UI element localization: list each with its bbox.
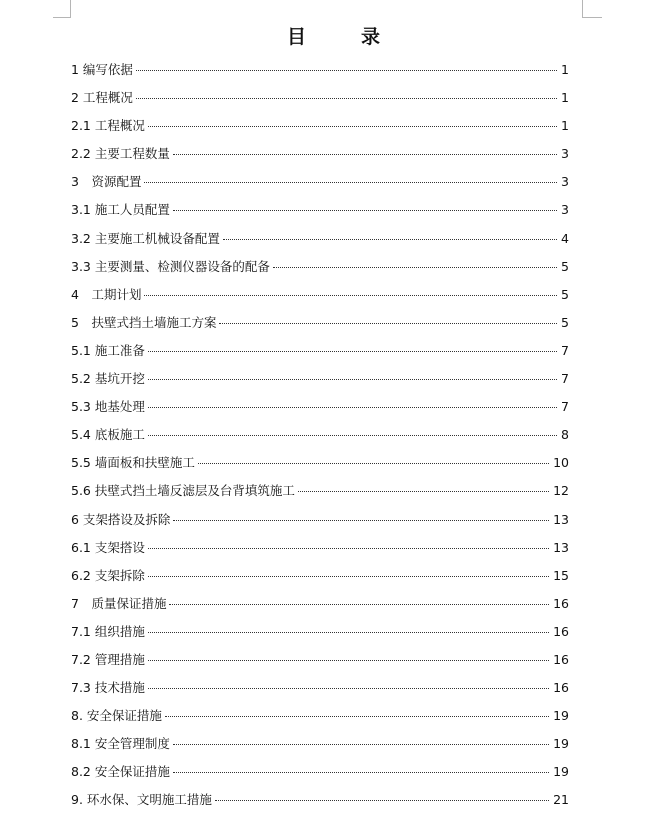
toc-entry-text: 5.5 墙面板和扶壁施工 [71, 455, 195, 471]
toc-entry-text: 9. 环水保、文明施工措施 [71, 792, 212, 808]
toc-page-number: 16 [553, 623, 569, 639]
toc-dot-leader [223, 239, 557, 240]
toc-dot-leader [173, 210, 557, 211]
toc-page-number: 5 [561, 314, 569, 330]
toc-entry-text: 5.2 基坑开挖 [71, 371, 145, 387]
toc-page-number: 7 [561, 371, 569, 387]
toc-page-number: 1 [561, 62, 569, 77]
toc-entry[interactable] [71, 449, 569, 477]
toc-entry-text: 7.3 技术措施 [71, 680, 145, 696]
toc-page-number: 5 [561, 258, 569, 274]
toc-dot-leader [173, 744, 549, 745]
toc-entry[interactable] [71, 618, 569, 646]
toc-entry-text: 7.2 管理措施 [71, 651, 145, 667]
toc-entry[interactable] [71, 225, 569, 253]
toc-entry[interactable] [71, 590, 569, 618]
toc-page-number: 13 [553, 511, 569, 527]
toc-dot-leader [148, 632, 549, 633]
toc-entry-text: 6.1 支架搭设 [71, 539, 145, 555]
toc-dot-leader [173, 154, 557, 155]
toc-entry[interactable] [71, 758, 569, 786]
toc-dot-leader [169, 604, 549, 605]
table-of-contents [71, 56, 569, 815]
toc-entry-text: 5.4 底板施工 [71, 427, 145, 443]
crop-mark-top-right-horizontal [582, 17, 602, 18]
toc-entry[interactable] [71, 477, 569, 505]
toc-entry[interactable] [71, 112, 569, 140]
toc-entry[interactable] [71, 56, 569, 84]
toc-entry[interactable] [71, 168, 569, 196]
toc-page-number: 12 [553, 483, 569, 499]
toc-dot-leader [298, 491, 549, 492]
toc-page-number: 19 [553, 764, 569, 780]
toc-entry[interactable] [71, 196, 569, 224]
toc-entry-text: 5.3 地基处理 [71, 399, 145, 415]
toc-dot-leader [173, 520, 549, 521]
toc-page-number: 16 [553, 651, 569, 667]
crop-mark-top-left-horizontal [53, 17, 71, 18]
toc-entry-text: 2.1 工程概况 [71, 118, 145, 134]
toc-entry[interactable] [71, 421, 569, 449]
toc-page-number: 16 [553, 680, 569, 696]
toc-page-number: 3 [561, 146, 569, 162]
toc-page-number: 4 [561, 230, 569, 246]
toc-dot-leader [148, 548, 549, 549]
toc-entry[interactable] [71, 309, 569, 337]
toc-dot-leader [136, 98, 557, 99]
toc-dot-leader [144, 182, 557, 183]
toc-page-number: 3 [561, 202, 569, 218]
toc-page-number: 19 [553, 708, 569, 724]
toc-entry-text: 4 工期计划 [71, 286, 142, 302]
toc-entry[interactable] [71, 393, 569, 421]
toc-page-number: 1 [561, 118, 569, 134]
toc-entry[interactable] [71, 281, 569, 309]
toc-entry-text: 1 编写依据 [71, 62, 133, 77]
toc-page-number: 21 [553, 792, 569, 808]
toc-entry[interactable] [71, 253, 569, 281]
toc-entry[interactable] [71, 140, 569, 168]
toc-dot-leader [144, 295, 557, 296]
toc-entry[interactable] [71, 337, 569, 365]
toc-entry-text: 2 工程概况 [71, 90, 133, 106]
toc-dot-leader [273, 267, 557, 268]
toc-dot-leader [148, 379, 557, 380]
toc-entry-text: 3 资源配置 [71, 174, 142, 190]
toc-dot-leader [148, 351, 557, 352]
toc-entry-text: 7.1 组织措施 [71, 623, 145, 639]
toc-title: 目 录 [286, 26, 398, 48]
toc-dot-leader [215, 800, 549, 801]
toc-page-number: 3 [561, 174, 569, 190]
toc-entry-text: 5.1 施工准备 [71, 342, 145, 358]
toc-entry[interactable] [71, 534, 569, 562]
toc-page-number: 7 [561, 399, 569, 415]
toc-page-number: 7 [561, 342, 569, 358]
toc-entry-text: 3.3 主要测量、检测仪器设备的配备 [71, 258, 270, 274]
toc-entry-text: 3.2 主要施工机械设备配置 [71, 230, 220, 246]
toc-dot-leader [219, 323, 557, 324]
toc-entry[interactable] [71, 506, 569, 534]
toc-page-number: 19 [553, 736, 569, 752]
toc-entry[interactable] [71, 730, 569, 758]
toc-page-number: 8 [561, 427, 569, 443]
toc-dot-leader [148, 407, 557, 408]
toc-entry[interactable] [71, 646, 569, 674]
toc-entry[interactable] [71, 84, 569, 112]
toc-page-number: 1 [561, 90, 569, 106]
toc-entry-text: 3.1 施工人员配置 [71, 202, 170, 218]
crop-mark-top-left-vertical [70, 0, 71, 17]
toc-entry-text: 5.6 扶壁式挡土墙反滤层及台背填筑施工 [71, 483, 295, 499]
toc-page-number: 5 [561, 286, 569, 302]
toc-entry[interactable] [71, 702, 569, 730]
toc-entry[interactable] [71, 562, 569, 590]
toc-page-number: 13 [553, 539, 569, 555]
toc-page-number: 10 [553, 455, 569, 471]
toc-entry-text: 8.2 安全保证措施 [71, 764, 170, 780]
toc-entry[interactable] [71, 365, 569, 393]
toc-entry-text: 5 扶壁式挡土墙施工方案 [71, 314, 217, 330]
toc-dot-leader [148, 688, 549, 689]
toc-dot-leader [148, 660, 549, 661]
toc-dot-leader [198, 463, 549, 464]
toc-page-number: 16 [553, 595, 569, 611]
crop-mark-top-right-vertical [582, 0, 583, 17]
toc-page-number: 15 [553, 567, 569, 583]
toc-entry[interactable] [71, 786, 569, 814]
toc-entry-text: 7 质量保证措施 [71, 595, 167, 611]
toc-dot-leader [136, 70, 557, 71]
toc-dot-leader [165, 716, 549, 717]
toc-dot-leader [173, 772, 549, 773]
toc-entry-text: 2.2 主要工程数量 [71, 146, 170, 162]
toc-entry[interactable] [71, 674, 569, 702]
toc-entry-text: 6 支架搭设及拆除 [71, 511, 171, 527]
toc-entry-text: 6.2 支架拆除 [71, 567, 145, 583]
toc-dot-leader [148, 126, 557, 127]
toc-entry-text: 8. 安全保证措施 [71, 708, 162, 724]
toc-dot-leader [148, 576, 549, 577]
toc-dot-leader [148, 435, 557, 436]
toc-entry-text: 8.1 安全管理制度 [71, 736, 170, 752]
